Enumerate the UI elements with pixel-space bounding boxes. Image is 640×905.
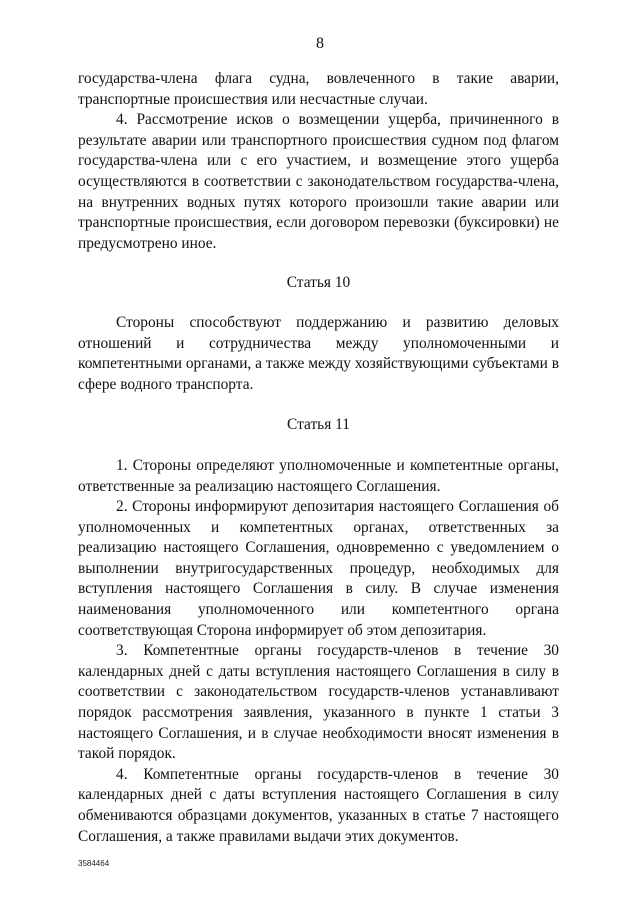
paragraph-continuation: государства-члена флага судна, вовлеченного в такие аварии, транспортные происшествия или несчастные случаи. xyxy=(78,70,559,108)
article-11-item-3: 3. Компетентные органы государств-членов в течение 30 календарных дней с даты вступления настоящего Соглашения в силу в соответствии с законодательством государств-членов устанавливают порядок рассмотрения заявления, указанного в пункте 1 статьи 3 настоящего Соглашения, и в случае необходимости вносят изменения в такой порядок. xyxy=(78,642,559,763)
article-10-paragraph: Стороны способствуют поддержанию и развитию деловых отношений и сотрудничества между уполномоченными и компетентными органами, а также между хозяйствующими субъектами в сфере водного транспорта. xyxy=(78,313,559,393)
paragraph-item-4: 4. Рассмотрение исков о возмещении ущерба, причиненного в результате аварии или транспортного происшествия судном под флагом государства-члена или с его участием, и возмещение этого ущерба осуществляются в соответствии с законодательством государства-члена, на внутренних водных путях которого произошли такие аварии или транспортные происшествия, если договором перевозки (буксировки) не предусмотрено иное. xyxy=(78,111,559,252)
document-code: 3584464 xyxy=(78,859,110,868)
page-number: 8 xyxy=(316,35,324,52)
article-11-heading: Статья 11 xyxy=(287,416,350,434)
document-body xyxy=(78,69,559,847)
article-10-heading: Статья 10 xyxy=(286,274,351,292)
article-11-item-2: 2. Стороны информируют депозитария настоящего Соглашения об уполномоченных и компетентных органах, ответственных за реализацию настоящего Соглашения, одновременно с уведомлением о выполнении внутригосударственных процедур, необходимых для вступления настоящего Соглашения в силу. В случае изменения наименования уполномоченного или компетентного органа соответствующая Сторона информирует об этом депозитария. xyxy=(78,498,559,639)
article-11-item-1: 1. Стороны определяют уполномоченные и компетентные органы, ответственные за реализацию настоящего Соглашения. xyxy=(78,456,559,495)
article-11-item-4: 4. Компетентные органы государств-членов в течение 30 календарных дней с даты вступления настоящего Соглашения в силу обмениваются образцами документов, указанных в статье 7 настоящего Соглашения, а также правилами выдачи этих документов. xyxy=(78,765,559,845)
